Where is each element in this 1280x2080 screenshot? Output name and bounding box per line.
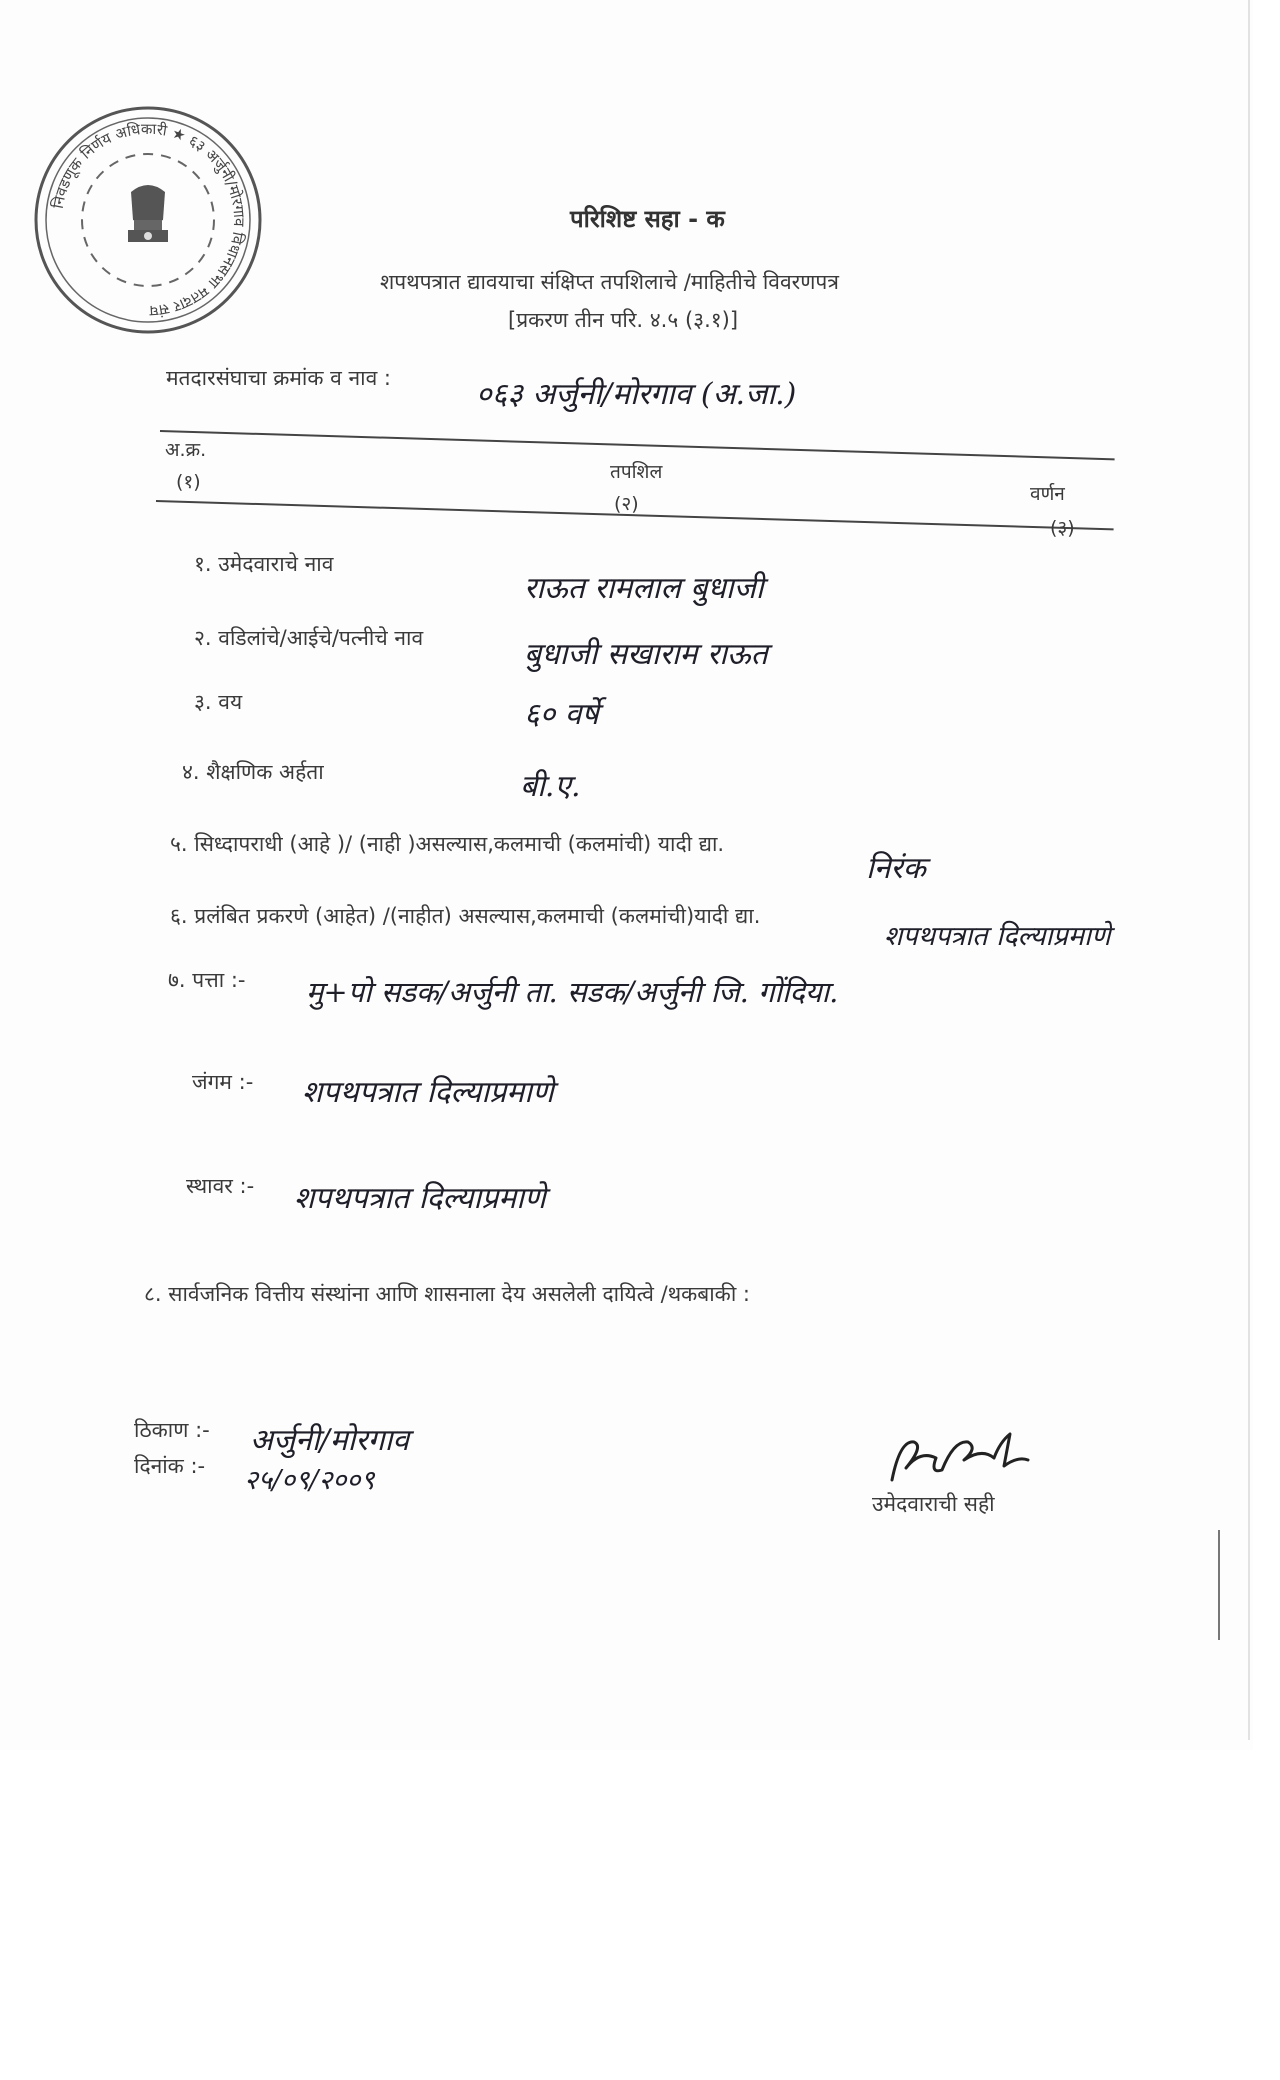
constituency-label: मतदारसंघाचा क्रमांक व नाव : [166,366,392,390]
item6-label: ६. प्रलंबित प्रकरणे (आहेत) /(नाहीत) असल्यास,कलमाची (कलमांची)यादी द्या. [170,904,761,928]
table-top-rule [160,430,1115,460]
signature-caption: उमेदवाराची सही [872,1492,995,1516]
scan-mark [1218,1530,1220,1640]
page-subtitle: शपथपत्रात द्यावयाचा संक्षिप्त तपशिलाचे /माहितीचे विवरणपत्र [380,270,839,294]
candidate-signature [880,1420,1060,1500]
col1-number: (१) [176,471,201,493]
col3-number: (३) [1050,517,1075,539]
movable-value: शपथपत्रात दिल्याप्रमाणे [302,1075,554,1110]
col1-header: अ.क्र. [165,439,207,461]
immovable-value: शपथपत्रात दिल्याप्रमाणे [294,1181,546,1216]
place-label: ठिकाण :- [134,1418,210,1442]
row-value-candidate-name: राऊत रामलाल बुधाजी [524,571,764,606]
item5-label: ५. सिध्दापराधी (आहे )/ (नाही )असल्यास,कलमाची (कलमांची) यादी द्या. [170,832,725,856]
page-reference: [प्रकरण तीन परि. ४.५ (३.१)] [508,308,739,332]
constituency-value: ०६३ अर्जुनी/मोरगाव (अ.जा.) [476,377,797,412]
item8-label: ८. सार्वजनिक वित्तीय संस्थांना आणि शासनाला देय असलेली दायित्वे /थकबाकी : [144,1282,751,1306]
date-label: दिनांक :- [134,1454,206,1478]
item5-value: निरंक [866,851,926,886]
col2-header: तपशिल [610,461,663,483]
row-value-age: ६० वर्षे [524,697,599,732]
office-seal [28,100,268,340]
col3-header: वर्णन [1030,483,1065,505]
row-value-parent-name: बुधाजी सखाराम राऊत [524,637,768,672]
item7-value: मु+पो सडक/अर्जुनी ता. सडक/अर्जुनी जि. गोंदिया. [306,975,839,1009]
immovable-label: स्थावर :- [186,1174,255,1198]
row-label-candidate-name: १. उमेदवाराचे नाव [194,552,334,576]
row-label-education: ४. शैक्षणिक अर्हता [182,760,324,784]
item7-label: ७. पत्ता :- [168,968,246,992]
item6-value: शपथपत्रात दिल्याप्रमाणे [884,921,1111,952]
row-label-age: ३. वय [194,690,243,714]
col2-number: (२) [614,493,639,515]
seal-text: निवडणूक निर्णय अधिकारी ★ ६३ अर्जुनी/मोरगाव विधानसभा मतदार संघ [48,119,249,321]
ashoka-emblem-icon [128,185,168,242]
row-value-education: बी.ए. [520,769,581,804]
place-value: अर्जुनी/मोरगाव [250,1423,410,1458]
scan-edge [1248,0,1250,1740]
movable-label: जंगम :- [192,1070,254,1094]
date-value: २५/०९/२००९ [244,1465,375,1496]
page-title: परिशिष्ट सहा - क [570,205,725,233]
row-label-parent-name: २. वडिलांचे/आईचे/पत्नीचे नाव [194,626,424,650]
